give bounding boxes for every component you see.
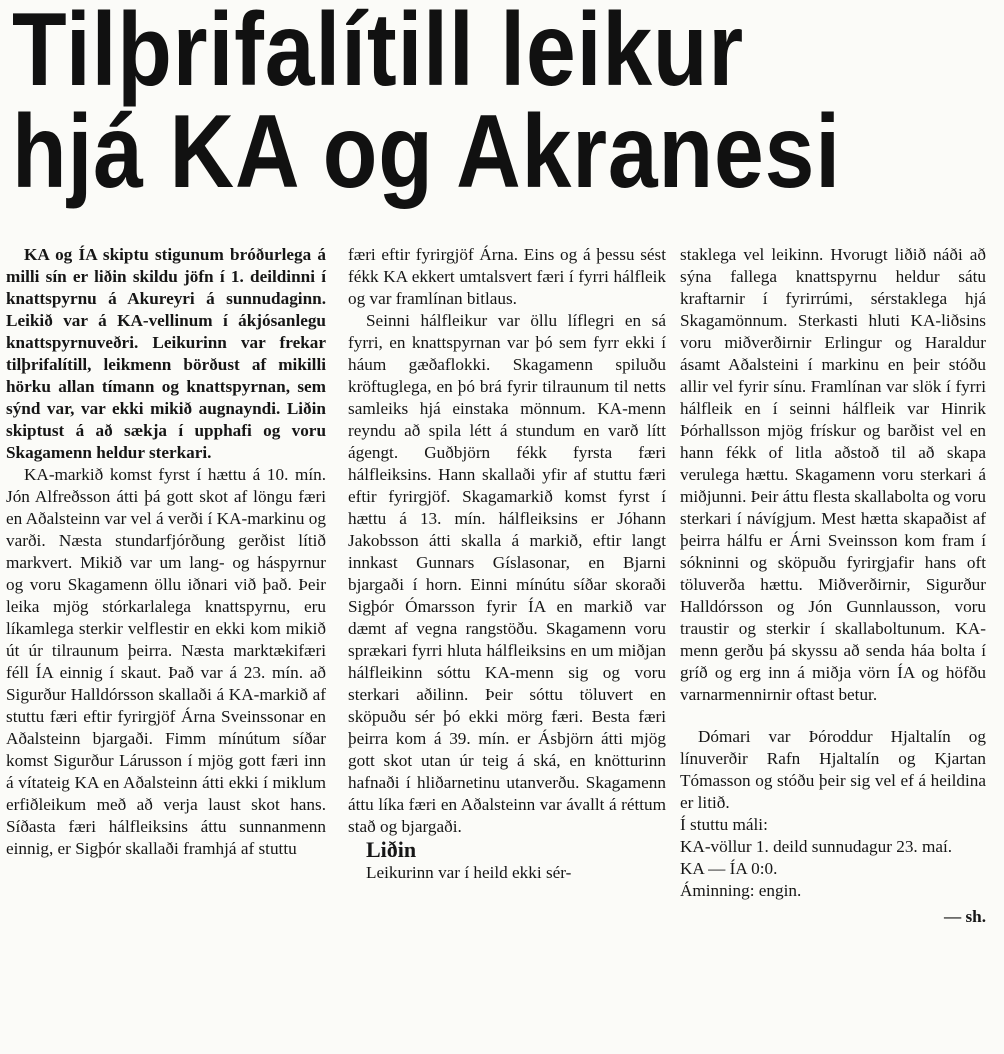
lead-paragraph: KA og ÍA skiptu stigunum bróðurlega á milli sín er liðin skildu jöfn í 1. deildinni í knattspyrnu á Akureyri á sunnudaginn. Leikið var á KA-vellinum í ákjósanlegu knattspyrnuveðri. Leikurinn var frekar tilþrifalítill, leikmenn börðust af mikilli hörku allan tímann og knattspyrnan, sem sýnd var, var ekki mikið augnayndi. Liðin skiptust á að sækja í upphafi og voru Skagamenn heldur sterkari. xyxy=(6,245,326,462)
referee-paragraph: Dómari var Þóroddur Hjaltalín og línuverðir Rafn Hjaltalín og Kjartan Tómasson og stóðu þeir sig vel ef á heildina er litið. xyxy=(680,727,986,812)
match-summary xyxy=(680,814,986,902)
summary-venue: KA-völlur 1. deild sunnudagur 23. maí. xyxy=(680,837,953,856)
body-paragraph: Seinni hálfleikur var öllu líflegri en sá fyrri, en knattspyrnan var þó sem fyrr ekki í háum gæðaflokki. Skagamenn spiluðu kröftuglega, en þó brá fyrir tilraunum til netts samleiks hjá einstaka mönnum. KA-menn reyndu að spila létt á stundum en varð lítt ágengt. Guðbjörn fékk fyrsta færi hálfleiksins. Hann skallaði yfir af stuttu færi eftir fyrirgjöf. Skagamarkið komst fyrst í hættu á 13. mín. hálfleiksins er Jóhann Jakobsson átti skalla á markið, eftir langt innkast Gunnars Gíslasonar, en Bjarni bjargaði í horn. Einni mínútu síðar skoraði Sigþór Ómarsson fyrir ÍA en markið var dæmt af vegna rangstöðu. Skagamenn voru sprækari fyrri hluta hálfleiksins en um miðjan hálfleikinn sóttu KA-menn sig og voru sterkari aðilinn. Þeir sóttu töluvert en sköpuðu sér þó ekki mörg færi. Besta færi þeirra kom á 39. mín. er Ásbjörn átti mjög gott skot utan úr teig á ská, en knötturinn hafnaði í hliðarnetinu utanverðu. Skagamenn áttu líka færi en Aðalsteinn var ávallt á réttum stað og bjargaði. xyxy=(348,311,666,836)
article-headline xyxy=(12,0,855,210)
summary-score: KA — ÍA 0:0. xyxy=(680,859,778,878)
body-paragraph-continued: færi eftir fyrirgjöf Árna. Eins og á þessu sést fékk KA ekkert umtalsvert færi í fyrri hálfleik og var framlínan bitlaus. xyxy=(348,245,666,308)
body-paragraph: KA-markið komst fyrst í hættu á 10. mín. Jón Alfreðsson átti þá gott skot af löngu færi en Aðalsteinn var vel á verði í KA-markinu og varði. Næsta stundarfjórðung gerðist lítið markvert. Mikið var um lang- og háspyrnur og voru Skagamenn öllu iðnari við það. Þeir leika mjög stórkarlalega knattspyrnu, eru líkamlega sterkir velflestir en ekki kom mikið út úr tilraunum þeirra. Næsta marktækifæri féll ÍA einnig í skaut. Það var á 23. mín. að Sigurður Halldórsson skallaði á KA-markið af stuttu færi eftir fyrirgjöf Árna Sveinssonar en Aðalsteinn bjargaði. Fimm mínútum síðar komst Sigurður Lárusson í mjög gott færi inn á vítateig KA en Aðalsteinn átti ekki í miklum erfiðleikum með að verja laust skot hans. Síðasta færi hálfleiksins áttu sunnanmenn einnig, er Sigþór skallaði framhjá af stuttu xyxy=(6,465,326,858)
summary-label: Í stuttu máli: xyxy=(680,815,768,834)
summary-warnings: Áminning: engin. xyxy=(680,881,802,900)
article-column-2 xyxy=(348,244,666,884)
body-paragraph-continued: staklega vel leikinn. Hvorugt liðið náði að sýna fallega knattspyrnu heldur sátu kraftarnir í fyrirrúmi, sérstaklega hjá Skagamönnum. Sterkasti hluti KA-liðsins voru miðverðirnir Erlingur og Haraldur ásamt Aðalsteini í markinu en þeir stóðu allir vel fyrir sínu. Framlínan var slök í fyrri hálfleik en í seinni hálfleik var Hinrik Þórhallsson mjög frískur og barðist vel en hann fékk of litla aðstoð til að skapa verulega hættu. Skagamenn voru sterkari á miðjunni. Þeir áttu flesta skallabolta og voru sterkari í návígjum. Mest hætta skapaðist af þeirra hálfu er Árni Sveinsson kom fram í sókninni og sköpuðu fyrirgjafir hans oft töluverða hættu. Miðverðirnir, Sigurður Halldórsson og Jón Gunnlausson, voru traustir og sterkir í skallaboltunum. KA-menn gerðu þá skyssu að senda háa bolta í gríð og erg inn á miðja vörn ÍA og höfðu varnarmennirnir oftast betur. xyxy=(680,245,986,704)
article-column-1 xyxy=(6,244,326,860)
headline-line-1: Tilþrifalítill leikur xyxy=(12,0,745,108)
body-paragraph: Leikurinn var í heild ekki sér- xyxy=(366,863,572,882)
author-signature: — sh. xyxy=(943,907,986,926)
article-column-3 xyxy=(680,244,986,928)
headline-line-2: hjá KA og Akranesi xyxy=(12,94,841,210)
section-subheading: Liðin xyxy=(366,837,417,862)
